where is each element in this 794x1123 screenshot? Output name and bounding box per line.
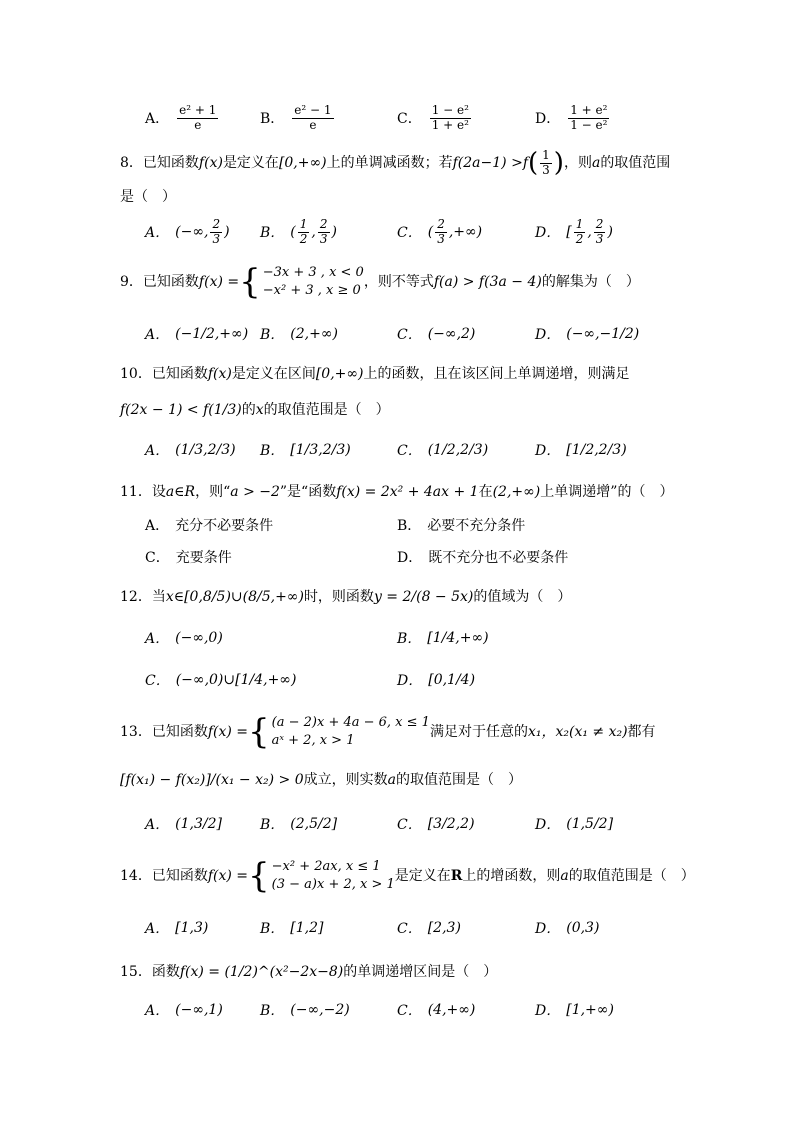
q8-options [145, 212, 685, 252]
q12-option-b[interactable]: B． [1/4,+∞) [397, 630, 489, 647]
q14-option-d[interactable]: D． (0,3) [535, 920, 600, 937]
q12-stem: 12． 当 x∈[0,8/5)∪(8/5,+∞) 时，则函数 y = 2/(8 − 5x) 的值域为（ ） [120, 589, 572, 605]
q10-stem: 10． 已知函数 f(x) 是定义在区间 [0,+∞) 上的函数，且在该区间上单调递增，则满足 [120, 366, 630, 382]
q13-option-c[interactable]: C． [3/2,2) [397, 816, 475, 833]
q7-options [145, 98, 685, 138]
q13-option-d[interactable]: D． (1,5/2] [535, 816, 614, 833]
q15-option-b[interactable]: B． (−∞,−2) [260, 1002, 350, 1019]
q9-option-b[interactable]: B． (2,+∞) [260, 326, 338, 343]
q15-option-d[interactable]: D． [1,+∞) [535, 1002, 614, 1019]
q13-option-b[interactable]: B． (2,5/2] [260, 816, 338, 833]
q7-option-d-fraction: $\frac{\text{1 + e²}}{\text{1 − e²}}$ [570, 103, 608, 132]
q15-option-a[interactable]: A． (−∞,1) [145, 1002, 223, 1019]
q15-stem: 15． 函数 f(x) = (1/2)^(x²−2x−8) 的单调递增区间是（ ） [120, 964, 498, 980]
q7-option-b-fraction: $\frac{\text{e² − 1}}{e}$ [294, 103, 332, 132]
q11-stem: 11． 设 a∈R ，则“ a > −2 ”是“函数 f(x) = 2x² + 4ax + 1 在 (2,+∞) 上单调递增”的（ ） [120, 484, 674, 500]
q10-option-a[interactable]: A． (1/3,2/3) [145, 442, 236, 459]
q7-option-a-fraction: $\frac{\text{e² + 1}}{e}$ [179, 103, 217, 132]
q8-option-c[interactable]: C． ( $\frac{2}{3}$ ,+∞) [397, 217, 483, 246]
q8-option-a[interactable]: A． (−∞, $\frac{2}{3}$ ) [145, 217, 230, 246]
q13-piecewise: { (a − 2)x + 4a − 6, x ≤ 1 aˣ + 2, x > 1 [248, 712, 430, 752]
q11-option-c[interactable]: C． 充要条件 [145, 550, 232, 566]
q12-option-c[interactable]: C． (−∞,0)∪[1/4,+∞) [145, 672, 297, 689]
q10-options [145, 430, 685, 470]
q15-options [145, 990, 685, 1030]
q13-stem: 13． 已知函数 f(x) = { (a − 2)x + 4a − 6, x ≤ 1 aˣ + 2, x > 1 满足对于任意的 x₁， x₂(x₁ ≠ x₂) 都有 [120, 712, 656, 752]
q15-option-c[interactable]: C． (4,+∞) [397, 1002, 476, 1019]
q14-option-b[interactable]: B． [1,2] [260, 920, 324, 937]
q11-option-b[interactable]: B． 必要不充分条件 [397, 518, 526, 534]
q11-options [145, 510, 685, 570]
q7-option-b[interactable]: B． $\frac{\text{e² − 1}}{e}$ [260, 103, 332, 132]
q12-option-d[interactable]: D． [0,1/4) [397, 672, 476, 689]
q12-option-a[interactable]: A． (−∞,0) [145, 630, 223, 647]
q13-options [145, 804, 685, 844]
q9-option-a[interactable]: A． (−1/2,+∞) [145, 326, 249, 343]
q8-option-d[interactable]: D． [ $\frac{1}{2}$ , $\frac{2}{3}$ ) [535, 217, 613, 246]
q10-stem-continued: f(2x − 1) < f(1/3) 的 x 的取值范围是（ ） [120, 402, 390, 418]
q8-stem-continued: 是（ ） [120, 189, 176, 205]
q13-option-a[interactable]: A． (1,3/2] [145, 816, 222, 833]
q11-option-a[interactable]: A． 充分不必要条件 [145, 518, 274, 534]
q8-option-b[interactable]: B． ( $\frac{1}{2}$ , $\frac{2}{3}$ ) [260, 217, 337, 246]
q14-stem: 14． 已知函数 f(x) = { −x² + 2ax, x ≤ 1 (3 − a)x + 2, x > 1 是定义在 R 上的增函数，则 a 的取值范围是（ ） [120, 856, 695, 896]
q9-option-d[interactable]: D． (−∞,−1/2) [535, 326, 640, 343]
q10-option-d[interactable]: D． [1/2,2/3) [535, 442, 627, 459]
q7-option-c[interactable]: C． $\frac{\text{1 − e²}}{\text{1 + e²}}$ [397, 103, 469, 132]
q10-option-b[interactable]: B． [1/3,2/3) [260, 442, 351, 459]
q14-options [145, 908, 685, 948]
q7-option-a[interactable]: A． $\frac{\text{e² + 1}}{e}$ [145, 103, 217, 132]
q7-option-d[interactable]: D． $\frac{\text{1 + e²}}{\text{1 − e²}}$ [535, 103, 608, 132]
q8-fraction-one-third: $\frac{1}{3}$ [542, 148, 550, 177]
q9-stem: 9． 已知函数 f(x) = { −3x + 3 , x < 0 −x² + 3 , x ≥ 0 ，则不等式 f(a) > f(3a − 4) 的解集为（ ） [120, 262, 640, 302]
q14-piecewise: { −x² + 2ax, x ≤ 1 (3 − a)x + 2, x > 1 [248, 856, 395, 896]
q7-option-c-fraction: $\frac{\text{1 − e²}}{\text{1 + e²}}$ [431, 103, 469, 132]
q9-piecewise: { −3x + 3 , x < 0 −x² + 3 , x ≥ 0 [239, 262, 364, 302]
q12-options [145, 618, 685, 698]
q13-stem-continued: [f(x₁) − f(x₂)]/(x₁ − x₂) > 0 成立，则实数 a 的取值范围是（ ） [120, 772, 522, 788]
q11-option-d[interactable]: D． 既不充分也不必要条件 [397, 550, 569, 566]
q8-stem: 8． 已知函数 f(x) 是定义在 [0,+∞) 上的单调减函数；若 f(2a−1) > f ( $\frac{1}{3}$ ) ，则 a 的取值范围 [120, 148, 671, 178]
q10-option-c[interactable]: C． (1/2,2/3) [397, 442, 489, 459]
q14-option-a[interactable]: A． [1,3) [145, 920, 209, 937]
q14-option-c[interactable]: C． [2,3) [397, 920, 461, 937]
q9-option-c[interactable]: C． (−∞,2) [397, 326, 476, 343]
q9-options [145, 314, 685, 354]
